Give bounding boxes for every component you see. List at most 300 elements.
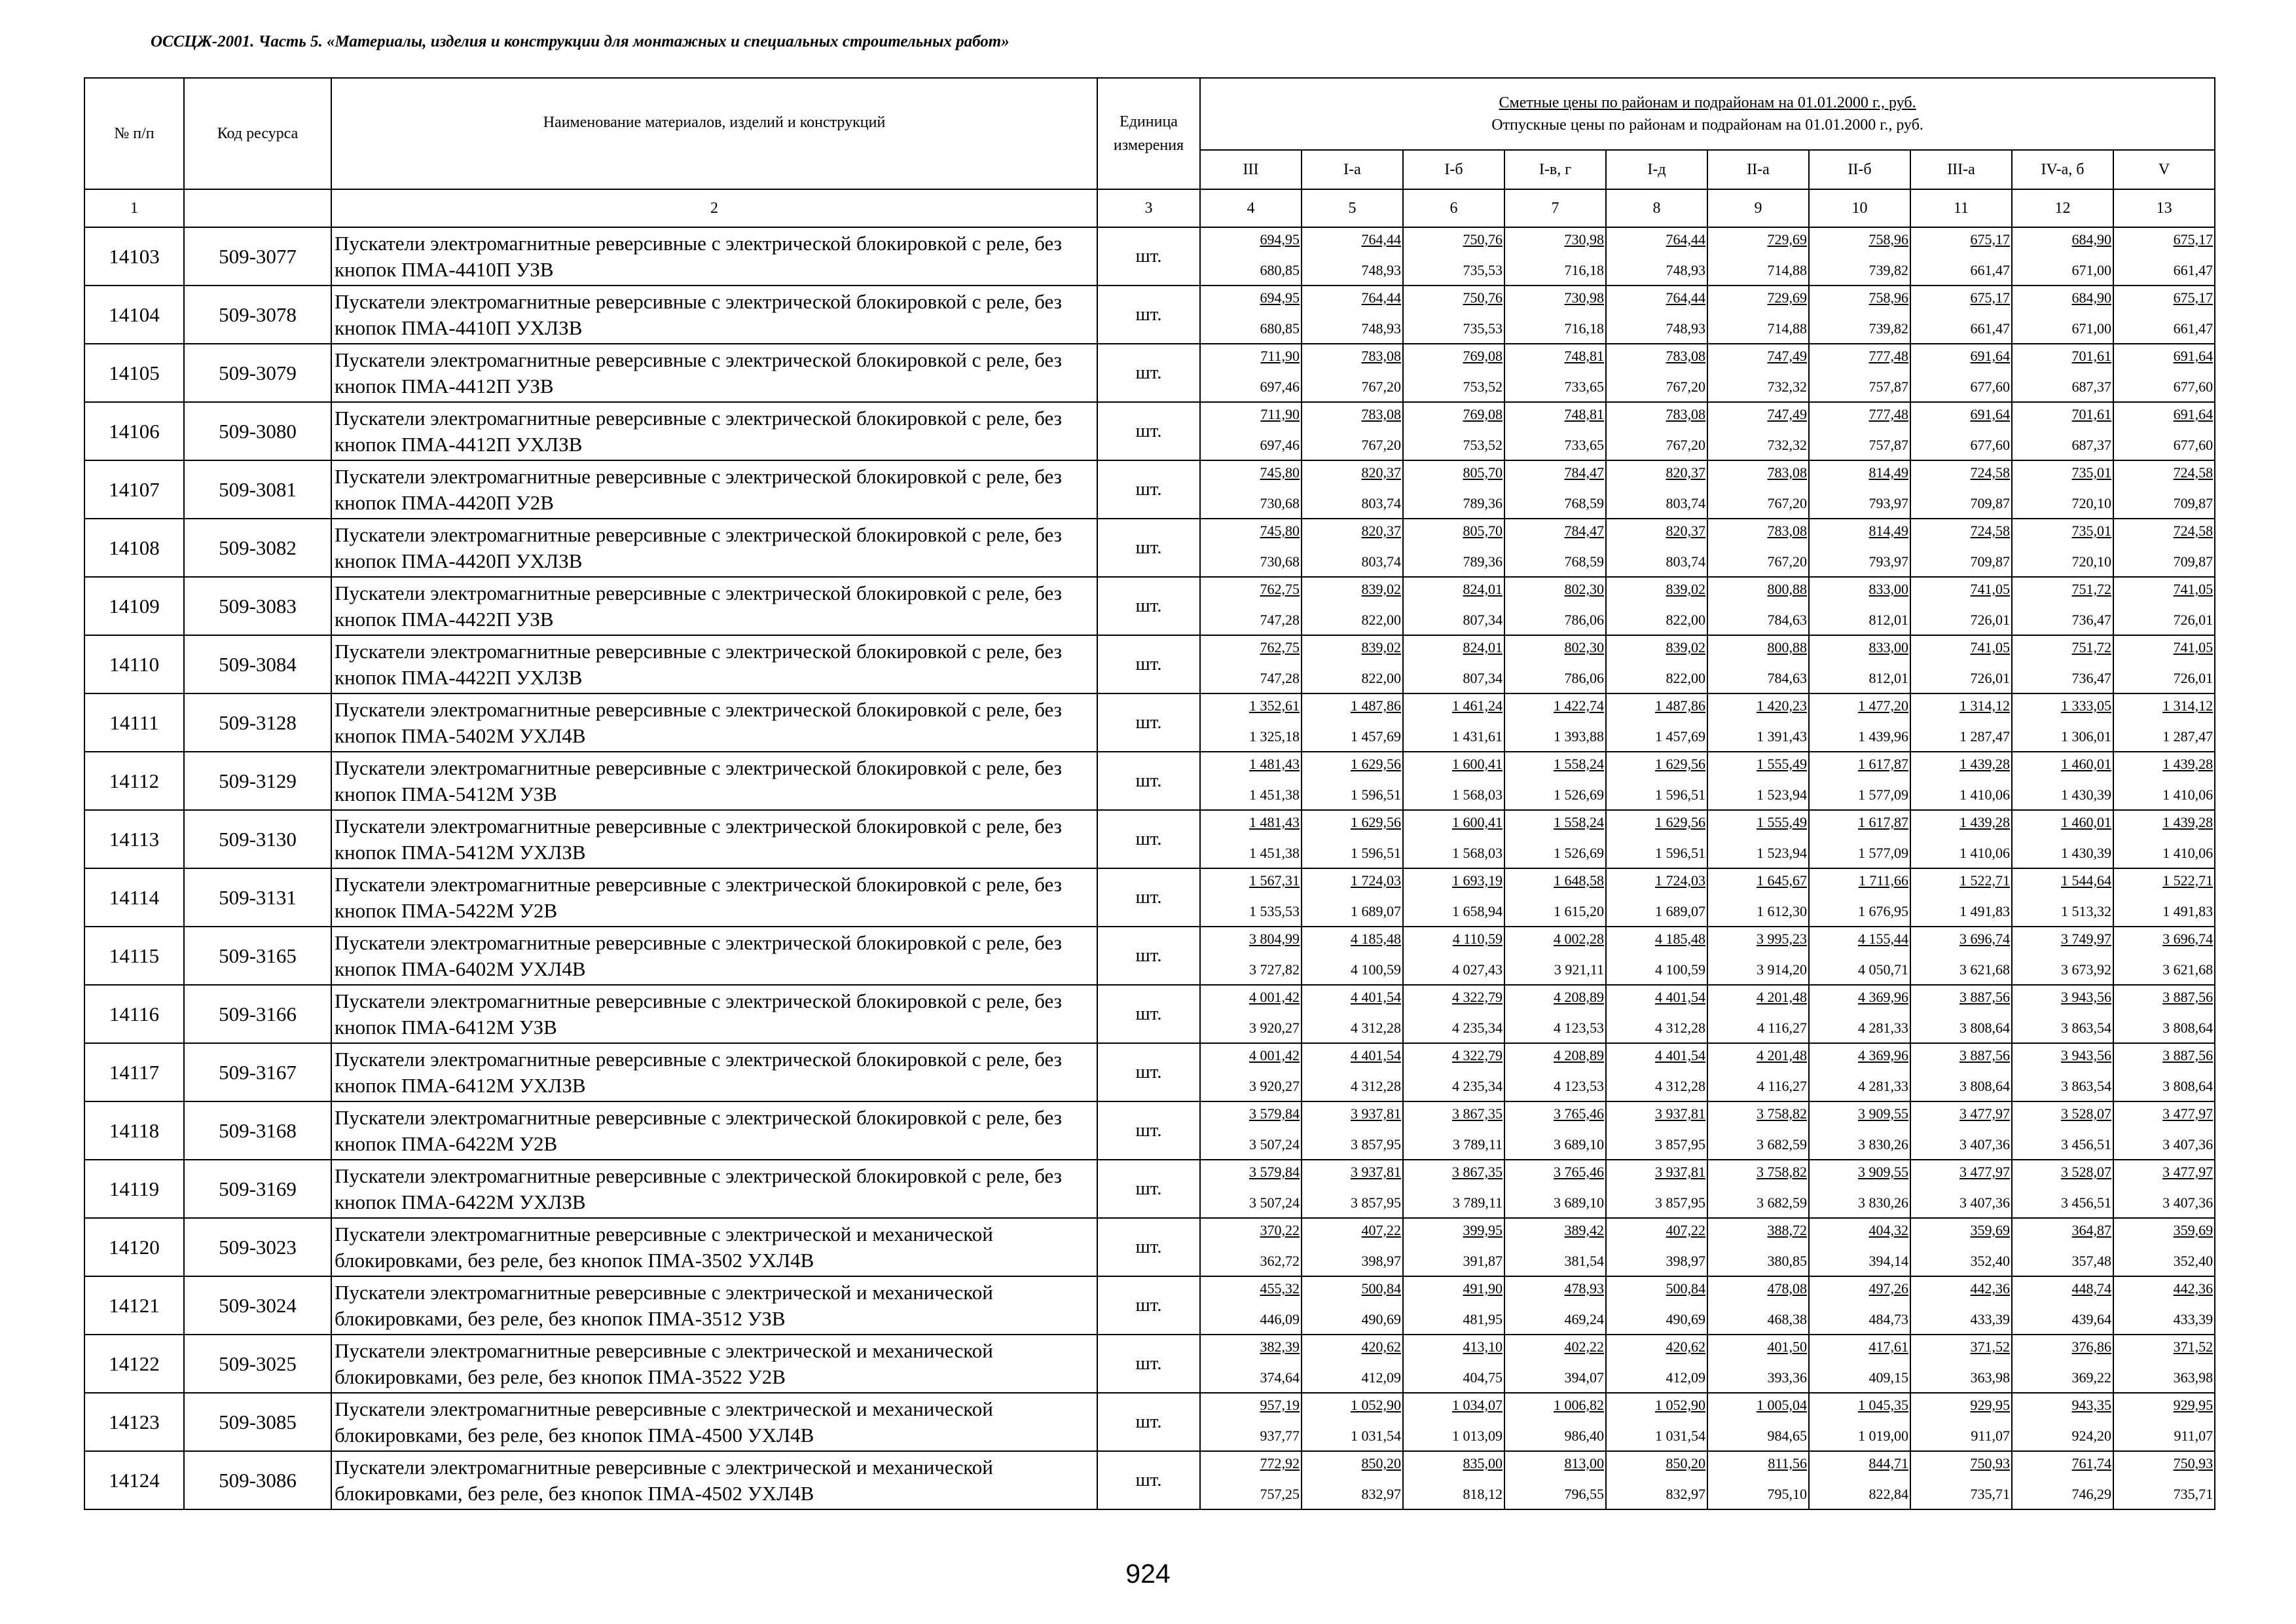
price-cell bbox=[1707, 635, 1809, 693]
estimate-price: 957,19 bbox=[1260, 1397, 1300, 1413]
estimate-price: 1 439,28 bbox=[1959, 814, 2010, 830]
estimate-price: 1 439,28 bbox=[2162, 814, 2214, 830]
estimate-price: 4 369,96 bbox=[1858, 1047, 1908, 1063]
release-price: 4 281,33 bbox=[1858, 1078, 1908, 1094]
estimate-price: 1 645,67 bbox=[1757, 872, 1807, 889]
estimate-price: 3 937,81 bbox=[1351, 1105, 1401, 1122]
estimate-price: 694,95 bbox=[1260, 231, 1300, 248]
release-price: 4 027,43 bbox=[1452, 961, 1503, 978]
price-cell bbox=[1809, 752, 1910, 810]
release-price: 714,88 bbox=[1767, 262, 1807, 278]
price-cell bbox=[1504, 1101, 1606, 1160]
price-cell bbox=[2113, 227, 2215, 286]
release-price: 1 612,30 bbox=[1757, 903, 1807, 919]
unit-of-measure: шт. bbox=[1097, 460, 1200, 519]
release-price: 1 019,00 bbox=[1858, 1428, 1908, 1444]
release-price: 726,01 bbox=[1970, 670, 2010, 686]
price-cell bbox=[1707, 1451, 1809, 1509]
table-row bbox=[84, 1335, 2215, 1393]
release-price: 726,01 bbox=[1970, 612, 2010, 628]
release-price: 391,87 bbox=[1463, 1253, 1503, 1269]
release-price: 757,87 bbox=[1868, 378, 1908, 395]
estimate-price: 1 460,01 bbox=[2061, 756, 2111, 772]
column-number bbox=[184, 189, 331, 227]
estimate-price: 1 522,71 bbox=[2162, 872, 2214, 889]
release-price: 747,28 bbox=[1260, 670, 1300, 686]
table-row bbox=[84, 344, 2215, 402]
release-price: 3 857,95 bbox=[1351, 1194, 1401, 1211]
price-cell bbox=[1606, 927, 1707, 985]
price-cell bbox=[1606, 635, 1707, 693]
release-price: 3 456,51 bbox=[2061, 1136, 2111, 1153]
price-cell bbox=[1200, 1160, 1302, 1218]
price-cell bbox=[1606, 1393, 1707, 1451]
price-cell bbox=[1403, 344, 1504, 402]
price-cell bbox=[2113, 810, 2215, 868]
estimate-price: 724,58 bbox=[2173, 523, 2214, 539]
price-cell bbox=[1504, 810, 1606, 868]
release-price: 1 391,43 bbox=[1757, 728, 1807, 745]
price-cell bbox=[1302, 1101, 1403, 1160]
estimate-price: 745,80 bbox=[1260, 523, 1300, 539]
estimate-price: 3 528,07 bbox=[2061, 1164, 2111, 1180]
price-cell bbox=[1403, 1393, 1504, 1451]
price-cell bbox=[1606, 1218, 1707, 1276]
price-cell bbox=[1504, 1451, 1606, 1509]
release-price: 1 491,83 bbox=[2162, 903, 2214, 919]
release-price: 822,84 bbox=[1868, 1486, 1908, 1502]
resource-code: 509-3080 bbox=[184, 402, 331, 460]
estimate-price: 442,36 bbox=[1970, 1280, 2010, 1297]
price-cell bbox=[1910, 577, 2012, 635]
estimate-price: 1 600,41 bbox=[1452, 756, 1503, 772]
release-price: 363,98 bbox=[2173, 1369, 2214, 1386]
resource-code: 509-3167 bbox=[184, 1043, 331, 1101]
estimate-price: 1 522,71 bbox=[1959, 872, 2010, 889]
estimate-price: 1 629,56 bbox=[1351, 756, 1401, 772]
price-cell bbox=[1809, 1160, 1910, 1218]
release-price: 687,37 bbox=[2071, 378, 2111, 395]
table-row bbox=[84, 1276, 2215, 1335]
price-cell bbox=[1403, 1043, 1504, 1101]
estimate-price: 762,75 bbox=[1260, 581, 1300, 597]
price-cell bbox=[1707, 1101, 1809, 1160]
estimate-price: 684,90 bbox=[2071, 289, 2111, 306]
release-price: 352,40 bbox=[2173, 1253, 2214, 1269]
estimate-price: 748,81 bbox=[1564, 406, 1604, 422]
price-cell bbox=[1606, 1160, 1707, 1218]
estimate-price: 1 481,43 bbox=[1249, 814, 1300, 830]
estimate-price: 691,64 bbox=[1970, 348, 2010, 364]
estimate-price: 741,05 bbox=[1970, 639, 2010, 655]
price-cell bbox=[1302, 344, 1403, 402]
price-cell bbox=[1504, 1160, 1606, 1218]
column-number: 1 bbox=[84, 189, 184, 227]
estimate-price: 750,76 bbox=[1463, 231, 1503, 248]
item-name: Пускатели электромагнитные реверсивные с электрической блокировкой с реле, без кнопок ПМА-4412П УЗВ bbox=[331, 344, 1097, 402]
release-price: 911,07 bbox=[2174, 1428, 2214, 1444]
estimate-price: 745,80 bbox=[1260, 464, 1300, 481]
release-price: 697,46 bbox=[1260, 378, 1300, 395]
header-num: № п/п bbox=[84, 78, 184, 189]
estimate-price: 1 052,90 bbox=[1351, 1397, 1401, 1413]
release-price: 746,29 bbox=[2071, 1486, 2111, 1502]
estimate-price: 839,02 bbox=[1361, 639, 1401, 655]
header-region: I-а bbox=[1302, 150, 1403, 189]
release-price: 818,12 bbox=[1463, 1486, 1503, 1502]
estimate-price: 404,32 bbox=[1868, 1222, 1908, 1238]
price-cell bbox=[2113, 519, 2215, 577]
release-price: 733,65 bbox=[1564, 437, 1604, 453]
estimate-price: 711,90 bbox=[1260, 406, 1300, 422]
estimate-price: 783,08 bbox=[1767, 523, 1807, 539]
estimate-price: 741,05 bbox=[1970, 581, 2010, 597]
release-price: 1 410,06 bbox=[2162, 845, 2214, 861]
estimate-price: 777,48 bbox=[1868, 348, 1908, 364]
price-cell bbox=[2113, 460, 2215, 519]
price-cell bbox=[2113, 693, 2215, 752]
price-cell bbox=[1809, 1043, 1910, 1101]
release-price: 736,47 bbox=[2071, 670, 2111, 686]
row-number: 14105 bbox=[84, 344, 184, 402]
row-number: 14104 bbox=[84, 286, 184, 344]
price-cell bbox=[1504, 635, 1606, 693]
estimate-price: 1 481,43 bbox=[1249, 756, 1300, 772]
price-cell bbox=[1809, 985, 1910, 1043]
release-price: 3 808,64 bbox=[1959, 1020, 2010, 1036]
item-name: Пускатели электромагнитные реверсивные с электрической и механической блокировками, без реле, без кнопок ПМА-3512 УЗВ bbox=[331, 1276, 1097, 1335]
release-price: 3 682,59 bbox=[1757, 1194, 1807, 1211]
estimate-price: 772,92 bbox=[1260, 1455, 1300, 1471]
resource-code: 509-3024 bbox=[184, 1276, 331, 1335]
estimate-price: 1 724,03 bbox=[1351, 872, 1401, 889]
unit-of-measure: шт. bbox=[1097, 1335, 1200, 1393]
column-number: 2 bbox=[331, 189, 1097, 227]
column-number: 4 bbox=[1200, 189, 1302, 227]
estimate-price: 1 052,90 bbox=[1655, 1397, 1705, 1413]
estimate-price: 4 002,28 bbox=[1554, 931, 1604, 947]
price-cell bbox=[1504, 752, 1606, 810]
release-price: 412,09 bbox=[1666, 1369, 1705, 1386]
estimate-price: 783,08 bbox=[1767, 464, 1807, 481]
release-price: 735,71 bbox=[1970, 1486, 2010, 1502]
table-row bbox=[84, 1160, 2215, 1218]
page-number: 924 bbox=[1125, 1559, 1171, 1589]
column-number: 8 bbox=[1606, 189, 1707, 227]
price-cell bbox=[1403, 519, 1504, 577]
estimate-price: 1 420,23 bbox=[1757, 697, 1807, 714]
price-cell bbox=[1504, 344, 1606, 402]
price-cell bbox=[2113, 1393, 2215, 1451]
estimate-price: 1 544,64 bbox=[2061, 872, 2111, 889]
estimate-price: 844,71 bbox=[1868, 1455, 1908, 1471]
estimate-price: 442,36 bbox=[2173, 1280, 2214, 1297]
release-price: 661,47 bbox=[1970, 262, 2010, 278]
resource-code: 509-3131 bbox=[184, 868, 331, 927]
estimate-price: 1 045,35 bbox=[1858, 1397, 1908, 1413]
estimate-price: 783,08 bbox=[1361, 406, 1401, 422]
release-price: 709,87 bbox=[1970, 495, 2010, 511]
price-cell bbox=[2012, 402, 2113, 460]
price-cell bbox=[1200, 1335, 1302, 1393]
release-price: 3 920,27 bbox=[1249, 1078, 1300, 1094]
release-price: 753,52 bbox=[1463, 437, 1503, 453]
release-price: 3 863,54 bbox=[2061, 1078, 2111, 1094]
estimate-price: 839,02 bbox=[1666, 639, 1705, 655]
price-cell bbox=[1200, 577, 1302, 635]
release-price: 1 689,07 bbox=[1655, 903, 1705, 919]
estimate-price: 3 995,23 bbox=[1757, 931, 1807, 947]
estimate-price: 4 208,89 bbox=[1554, 989, 1604, 1005]
estimate-price: 4 401,54 bbox=[1655, 989, 1705, 1005]
estimate-price: 820,37 bbox=[1361, 523, 1401, 539]
release-price: 412,09 bbox=[1361, 1369, 1401, 1386]
price-cell bbox=[1302, 460, 1403, 519]
resource-code: 509-3166 bbox=[184, 985, 331, 1043]
release-price: 784,63 bbox=[1767, 612, 1807, 628]
estimate-price: 1 711,66 bbox=[1858, 872, 1908, 889]
release-price: 3 857,95 bbox=[1655, 1136, 1705, 1153]
price-cell bbox=[1200, 1276, 1302, 1335]
resource-code: 509-3077 bbox=[184, 227, 331, 286]
price-table bbox=[84, 77, 2215, 1510]
release-price: 739,82 bbox=[1868, 262, 1908, 278]
item-name: Пускатели электромагнитные реверсивные с электрической блокировкой с реле, без кнопок ПМА-4422П УЗВ bbox=[331, 577, 1097, 635]
release-price: 789,36 bbox=[1463, 495, 1503, 511]
table-row bbox=[84, 1043, 2215, 1101]
estimate-price: 1 422,74 bbox=[1554, 697, 1604, 714]
estimate-price: 764,44 bbox=[1361, 231, 1401, 248]
price-cell bbox=[1910, 286, 2012, 344]
price-cell bbox=[2113, 927, 2215, 985]
item-name: Пускатели электромагнитные реверсивные с электрической блокировкой с реле, без кнопок ПМА-6422М УХЛЗВ bbox=[331, 1160, 1097, 1218]
price-cell bbox=[1809, 1393, 1910, 1451]
estimate-price: 3 765,46 bbox=[1554, 1164, 1604, 1180]
estimate-price: 478,08 bbox=[1767, 1280, 1807, 1297]
row-number: 14118 bbox=[84, 1101, 184, 1160]
estimate-price: 3 887,56 bbox=[1959, 1047, 2010, 1063]
column-number: 7 bbox=[1504, 189, 1606, 227]
price-cell bbox=[1504, 519, 1606, 577]
release-price: 484,73 bbox=[1868, 1311, 1908, 1327]
estimate-price: 839,02 bbox=[1666, 581, 1705, 597]
release-price: 661,47 bbox=[2173, 262, 2214, 278]
estimate-price: 4 401,54 bbox=[1351, 1047, 1401, 1063]
price-cell bbox=[1403, 1218, 1504, 1276]
release-price: 3 727,82 bbox=[1249, 961, 1300, 978]
release-price: 468,38 bbox=[1767, 1311, 1807, 1327]
row-number: 14124 bbox=[84, 1451, 184, 1509]
table-row bbox=[84, 460, 2215, 519]
release-price: 748,93 bbox=[1666, 262, 1705, 278]
price-cell bbox=[2113, 1218, 2215, 1276]
release-price: 3 621,68 bbox=[1959, 961, 2010, 978]
item-name: Пускатели электромагнитные реверсивные с электрической блокировкой с реле, без кнопок ПМА-5402М УХЛ4В bbox=[331, 693, 1097, 752]
table-row bbox=[84, 693, 2215, 752]
resource-code: 509-3129 bbox=[184, 752, 331, 810]
release-price: 1 676,95 bbox=[1858, 903, 1908, 919]
estimate-price: 747,49 bbox=[1767, 406, 1807, 422]
release-price: 398,97 bbox=[1666, 1253, 1705, 1269]
release-price: 4 123,53 bbox=[1554, 1078, 1604, 1094]
estimate-price: 417,61 bbox=[1868, 1338, 1908, 1355]
release-price: 369,22 bbox=[2071, 1369, 2111, 1386]
price-cell bbox=[2012, 635, 2113, 693]
estimate-price: 3 477,97 bbox=[2162, 1164, 2214, 1180]
estimate-price: 691,64 bbox=[2173, 348, 2214, 364]
estimate-price: 1 314,12 bbox=[2162, 697, 2214, 714]
price-cell bbox=[1403, 1101, 1504, 1160]
release-price: 803,74 bbox=[1666, 553, 1705, 570]
release-price: 1 393,88 bbox=[1554, 728, 1604, 745]
price-cell bbox=[1200, 752, 1302, 810]
header-region: III-а bbox=[1910, 150, 2012, 189]
estimate-price: 1 617,87 bbox=[1858, 814, 1908, 830]
release-price: 767,20 bbox=[1666, 378, 1705, 395]
release-price: 4 235,34 bbox=[1452, 1020, 1503, 1036]
estimate-price: 1 487,86 bbox=[1351, 697, 1401, 714]
release-price: 767,20 bbox=[1666, 437, 1705, 453]
release-price: 803,74 bbox=[1361, 553, 1401, 570]
estimate-price: 1 439,28 bbox=[2162, 756, 2214, 772]
price-cell bbox=[1302, 227, 1403, 286]
column-number: 5 bbox=[1302, 189, 1403, 227]
release-price: 709,87 bbox=[2173, 495, 2214, 511]
price-cell bbox=[1910, 460, 2012, 519]
estimate-price: 764,44 bbox=[1361, 289, 1401, 306]
price-cell bbox=[1606, 693, 1707, 752]
estimate-price: 833,00 bbox=[1868, 639, 1908, 655]
price-cell bbox=[1504, 1393, 1606, 1451]
estimate-price: 1 558,24 bbox=[1554, 814, 1604, 830]
release-price: 911,07 bbox=[1971, 1428, 2010, 1444]
estimate-price: 4 155,44 bbox=[1858, 931, 1908, 947]
price-cell bbox=[1200, 868, 1302, 927]
release-price: 677,60 bbox=[1970, 378, 2010, 395]
release-price: 3 689,10 bbox=[1554, 1136, 1604, 1153]
item-name: Пускатели электромагнитные реверсивные с электрической блокировкой с реле, без кнопок ПМА-6422М У2В bbox=[331, 1101, 1097, 1160]
estimate-price: 3 758,82 bbox=[1757, 1105, 1807, 1122]
release-price: 767,20 bbox=[1361, 437, 1401, 453]
estimate-price: 1 034,07 bbox=[1452, 1397, 1503, 1413]
unit-of-measure: шт. bbox=[1097, 1160, 1200, 1218]
estimate-price: 500,84 bbox=[1666, 1280, 1705, 1297]
header-region: III bbox=[1200, 150, 1302, 189]
price-cell bbox=[1809, 635, 1910, 693]
unit-of-measure: шт. bbox=[1097, 752, 1200, 810]
unit-of-measure: шт. bbox=[1097, 985, 1200, 1043]
estimate-price: 833,00 bbox=[1868, 581, 1908, 597]
table-row bbox=[84, 1218, 2215, 1276]
release-price: 1 523,94 bbox=[1757, 845, 1807, 861]
release-price: 352,40 bbox=[1970, 1253, 2010, 1269]
estimate-price: 402,22 bbox=[1564, 1338, 1604, 1355]
estimate-price: 420,62 bbox=[1666, 1338, 1705, 1355]
column-number: 3 bbox=[1097, 189, 1200, 227]
release-price: 3 857,95 bbox=[1351, 1136, 1401, 1153]
estimate-price: 3 937,81 bbox=[1655, 1105, 1705, 1122]
release-price: 469,24 bbox=[1564, 1311, 1604, 1327]
estimate-price: 389,42 bbox=[1564, 1222, 1604, 1238]
release-price: 720,10 bbox=[2071, 495, 2111, 511]
price-cell bbox=[1910, 810, 2012, 868]
price-cell bbox=[2113, 1335, 2215, 1393]
row-number: 14111 bbox=[84, 693, 184, 752]
price-cell bbox=[1809, 460, 1910, 519]
price-cell bbox=[1200, 1101, 1302, 1160]
release-price: 832,97 bbox=[1361, 1486, 1401, 1502]
price-cell bbox=[1707, 1160, 1809, 1218]
price-cell bbox=[2012, 227, 2113, 286]
estimate-price: 359,69 bbox=[1970, 1222, 2010, 1238]
release-price: 3 407,36 bbox=[2162, 1136, 2214, 1153]
estimate-price: 413,10 bbox=[1463, 1338, 1503, 1355]
price-cell bbox=[1302, 868, 1403, 927]
resource-code: 509-3079 bbox=[184, 344, 331, 402]
price-cell bbox=[1403, 985, 1504, 1043]
estimate-price: 4 208,89 bbox=[1554, 1047, 1604, 1063]
estimate-price: 4 322,79 bbox=[1452, 1047, 1503, 1063]
price-cell bbox=[1302, 402, 1403, 460]
price-cell bbox=[1606, 810, 1707, 868]
release-price: 446,09 bbox=[1260, 1311, 1300, 1327]
item-name: Пускатели электромагнитные реверсивные с электрической блокировкой с реле, без кнопок ПМА-5412М УХЛЗВ bbox=[331, 810, 1097, 868]
release-price: 3 808,64 bbox=[2162, 1078, 2214, 1094]
estimate-price: 824,01 bbox=[1463, 639, 1503, 655]
resource-code: 509-3083 bbox=[184, 577, 331, 635]
release-price: 1 596,51 bbox=[1655, 786, 1705, 803]
estimate-price: 3 758,82 bbox=[1757, 1164, 1807, 1180]
release-price: 677,60 bbox=[2173, 378, 2214, 395]
estimate-price: 783,08 bbox=[1666, 406, 1705, 422]
price-cell bbox=[1504, 1218, 1606, 1276]
estimate-price: 805,70 bbox=[1463, 464, 1503, 481]
price-cell bbox=[1910, 1335, 2012, 1393]
estimate-price: 3 749,97 bbox=[2061, 931, 2111, 947]
estimate-price: 3 887,56 bbox=[2162, 1047, 2214, 1063]
release-price: 984,65 bbox=[1767, 1428, 1807, 1444]
row-number: 14113 bbox=[84, 810, 184, 868]
estimate-price: 359,69 bbox=[2173, 1222, 2214, 1238]
release-price: 661,47 bbox=[2173, 320, 2214, 337]
price-cell bbox=[1707, 1335, 1809, 1393]
estimate-price: 3 943,56 bbox=[2061, 1047, 2111, 1063]
estimate-price: 478,93 bbox=[1564, 1280, 1604, 1297]
estimate-price: 824,01 bbox=[1463, 581, 1503, 597]
price-cell bbox=[1910, 1451, 2012, 1509]
price-cell bbox=[1707, 1393, 1809, 1451]
estimate-price: 1 439,28 bbox=[1959, 756, 2010, 772]
price-cell bbox=[1302, 286, 1403, 344]
unit-of-measure: шт. bbox=[1097, 577, 1200, 635]
release-price: 730,68 bbox=[1260, 495, 1300, 511]
unit-of-measure: шт. bbox=[1097, 402, 1200, 460]
row-number: 14106 bbox=[84, 402, 184, 460]
header-region: I-в, г bbox=[1504, 150, 1606, 189]
price-cell bbox=[2113, 344, 2215, 402]
estimate-price: 370,22 bbox=[1260, 1222, 1300, 1238]
price-cell bbox=[1910, 1276, 2012, 1335]
estimate-price: 1 558,24 bbox=[1554, 756, 1604, 772]
table-row bbox=[84, 1393, 2215, 1451]
release-price: 937,77 bbox=[1260, 1428, 1300, 1444]
item-name: Пускатели электромагнитные реверсивные с электрической блокировкой с реле, без кнопок ПМА-4420П УХЛЗВ bbox=[331, 519, 1097, 577]
estimate-price: 491,90 bbox=[1463, 1280, 1503, 1297]
header-region: II-а bbox=[1707, 150, 1809, 189]
release-price: 822,00 bbox=[1361, 612, 1401, 628]
estimate-price: 764,44 bbox=[1666, 231, 1705, 248]
release-price: 1 410,06 bbox=[1959, 845, 2010, 861]
